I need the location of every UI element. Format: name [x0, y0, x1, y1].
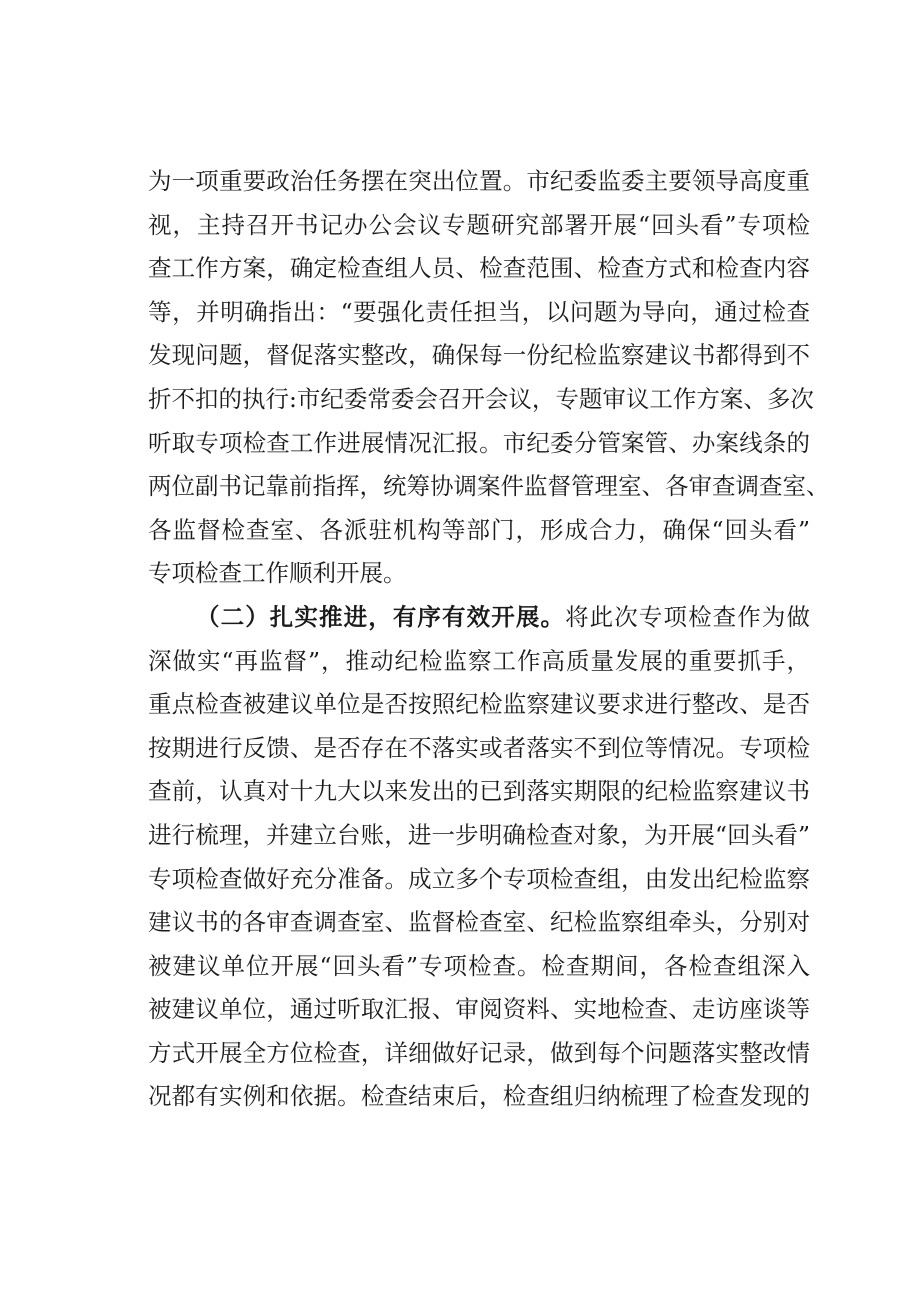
- text-line: 被建议单位，通过听取汇报、审阅资料、实地检查、走访座谈等: [148, 995, 810, 1024]
- text-line: 为一项重要政治任务摆在突出位置。市纪委监委主要领导高度重: [148, 167, 810, 195]
- text-line: 按期进行反馈、是否存在不落实或者落实不到位等情况。专项检: [148, 733, 810, 762]
- text-line: 建议书的各审查调查室、监督检查室、纪检监察组牵头，分别对: [148, 908, 810, 937]
- text-line: 况都有实例和依据。检查结束后，检查组归纳梳理了检查发现的: [148, 1082, 810, 1111]
- section-heading-line: [148, 596, 810, 640]
- text-line: 专项检查工作顺利开展。: [148, 559, 407, 588]
- text-line: 重点检查被建议单位是否按照纪检监察建议要求进行整改、是否: [148, 690, 810, 719]
- text-line: 各监督检查室、各派驻机构等部门，形成合力，确保“回头看”: [148, 515, 810, 544]
- text-line: 方式开展全方位检查，详细做好记录，做到每个问题落实整改情: [148, 1038, 810, 1067]
- text-line: 发现问题，督促落实整改，确保每一份纪检监察建议书都得到不: [148, 341, 810, 370]
- text-line: 查前，认真对十九大以来发出的已到落实期限的纪检监察建议书: [148, 777, 810, 806]
- text-line: 专项检查做好充分准备。成立多个专项检查组，由发出纪检监察: [148, 864, 810, 893]
- text-line: 查工作方案，确定检查组人员、检查范围、检查方式和检查内容: [148, 254, 810, 283]
- body-text: [148, 160, 830, 1119]
- text-line: 进行梳理，并建立台账，进一步明确检查对象，为开展“回头看”: [148, 820, 810, 849]
- text-line: 两位副书记靠前指挥，统筹协调案件监督管理室、各审查调查室、: [148, 472, 830, 501]
- text-line: 等，并明确指出：“要强化责任担当，以问题为导向，通过检查: [148, 297, 810, 326]
- text-line: 被建议单位开展“回头看”专项检查。检查期间，各检查组深入: [148, 951, 810, 980]
- section-heading: （二）扎实推进，有序有效开展。: [196, 602, 566, 631]
- text-line: 听取专项检查工作进展情况汇报。市纪委分管案管、办案线条的: [148, 428, 810, 457]
- text-line: 视，主持召开书记办公会议专题研究部署开展“回头看”专项检: [148, 210, 810, 239]
- text-line: 深做实“再监督”，推动纪检监察工作高质量发展的重要抓手，: [148, 646, 810, 675]
- section-heading-rest: 将此次专项检查作为做: [565, 602, 810, 631]
- text-line: 折不扣的执行:市纪委常委会召开会议，专题审议工作方案、多次: [148, 384, 814, 413]
